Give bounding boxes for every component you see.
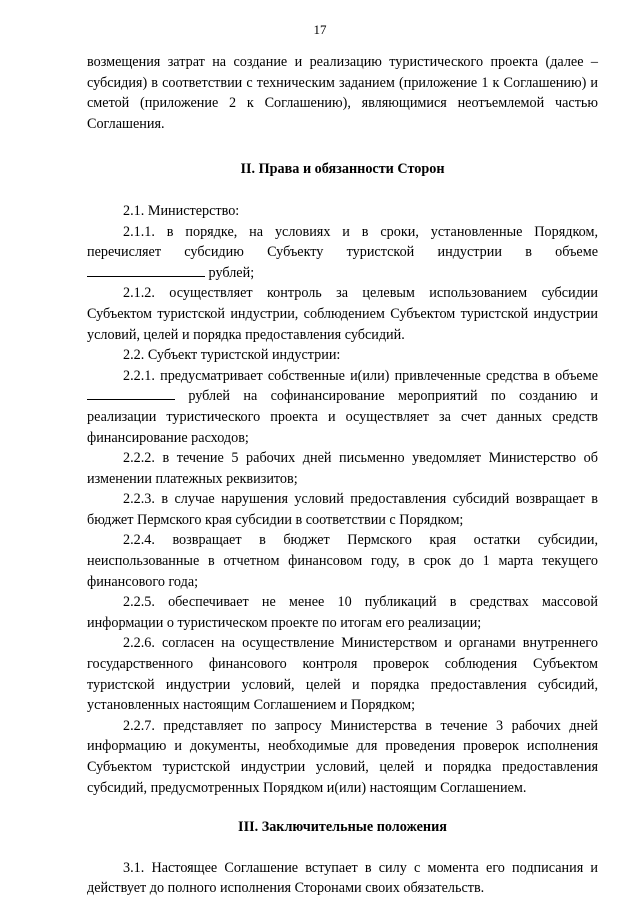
document-body	[87, 52, 598, 899]
section-2-title: II. Права и обязанности Сторон	[240, 161, 445, 178]
clause-2-2-2: 2.2.2. в течение 5 рабочих дней письменно уведомляет Министерство об изменении платежных реквизитов;	[87, 450, 598, 487]
clause-2-2-3: 2.2.3. в случае нарушения условий предоставления субсидий возвращает в бюджет Пермского края субсидии в соответствии с Порядком;	[87, 491, 598, 528]
page-number: 17	[313, 22, 327, 37]
amount-blank-line	[87, 387, 175, 400]
clause-2-2-5: 2.2.5. обеспечивает не менее 10 публикаций в средствах массовой информации о туристическом проекте по итогам его реализации;	[87, 594, 598, 631]
clause-2-1-1	[87, 222, 598, 284]
clause-3-1: 3.1. Настоящее Соглашение вступает в силу с момента его подписания и действует до полного исполнения Сторонами своих обязательств.	[87, 859, 598, 897]
clause-2-1-2: 2.1.2. осуществляет контроль за целевым использованием субсидии Субъектом туристской индустрии, соблюдением Субъектом туристской индустрии условий, целей и порядка предоставления субсидий.	[87, 285, 598, 343]
clause-2-2-6: 2.2.6. согласен на осуществление Министерством и органами внутреннего государственного финансового контроля проверок соблюдения Субъектом туристской индустрии условий, целей и порядка предоставления субсидий, установленных настоящим Соглашением и Порядком;	[87, 635, 598, 714]
clause-2-2-1-tail: рублей на софинансирование мероприятий по созданию и реализации туристического проекта и осуществляет за счет данных средств финансирование расходов;	[87, 388, 598, 446]
clause-2-1-1-tail: рублей;	[208, 264, 255, 281]
clause-2-1-1-text: 2.1.1. в порядке, на условиях и в сроки, установленные Порядком, перечисляет субсидию Субъекту туристской индустрии в объеме	[87, 223, 598, 261]
clause-2-2-7: 2.2.7. представляет по запросу Министерства в течение 3 рабочих дней информацию и документы, необходимые для проведения проверок исполнения Субъектом туристской индустрии условий, целей и порядка предоставления субсидий, предусмотренных Порядком и(или) настоящим Соглашением.	[87, 717, 598, 796]
clause-2-2-4: 2.2.4. возвращает в бюджет Пермского края остатки субсидии, неиспользованные в отчетном финансовом году, в срок до 1 марта текущего финансового года;	[87, 532, 598, 590]
clause-2-2-1-text: 2.2.1. предусматривает собственные и(или) привлеченные средства в объеме	[123, 367, 598, 384]
clause-2-2: 2.2. Субъект туристской индустрии:	[123, 347, 341, 364]
section-3-title: III. Заключительные положения	[238, 819, 447, 836]
intro-paragraph: возмещения затрат на создание и реализацию туристического проекта (далее – субсидия) в соответствии с техническим заданием (приложение 1 к Соглашению) и сметой (приложение 2 к Соглашению), являющимися неотъемлемой частью Соглашения.	[87, 54, 598, 132]
clause-2-1: 2.1. Министерство:	[123, 202, 240, 219]
amount-blank-line	[87, 264, 205, 277]
clause-2-2-1	[87, 366, 598, 448]
